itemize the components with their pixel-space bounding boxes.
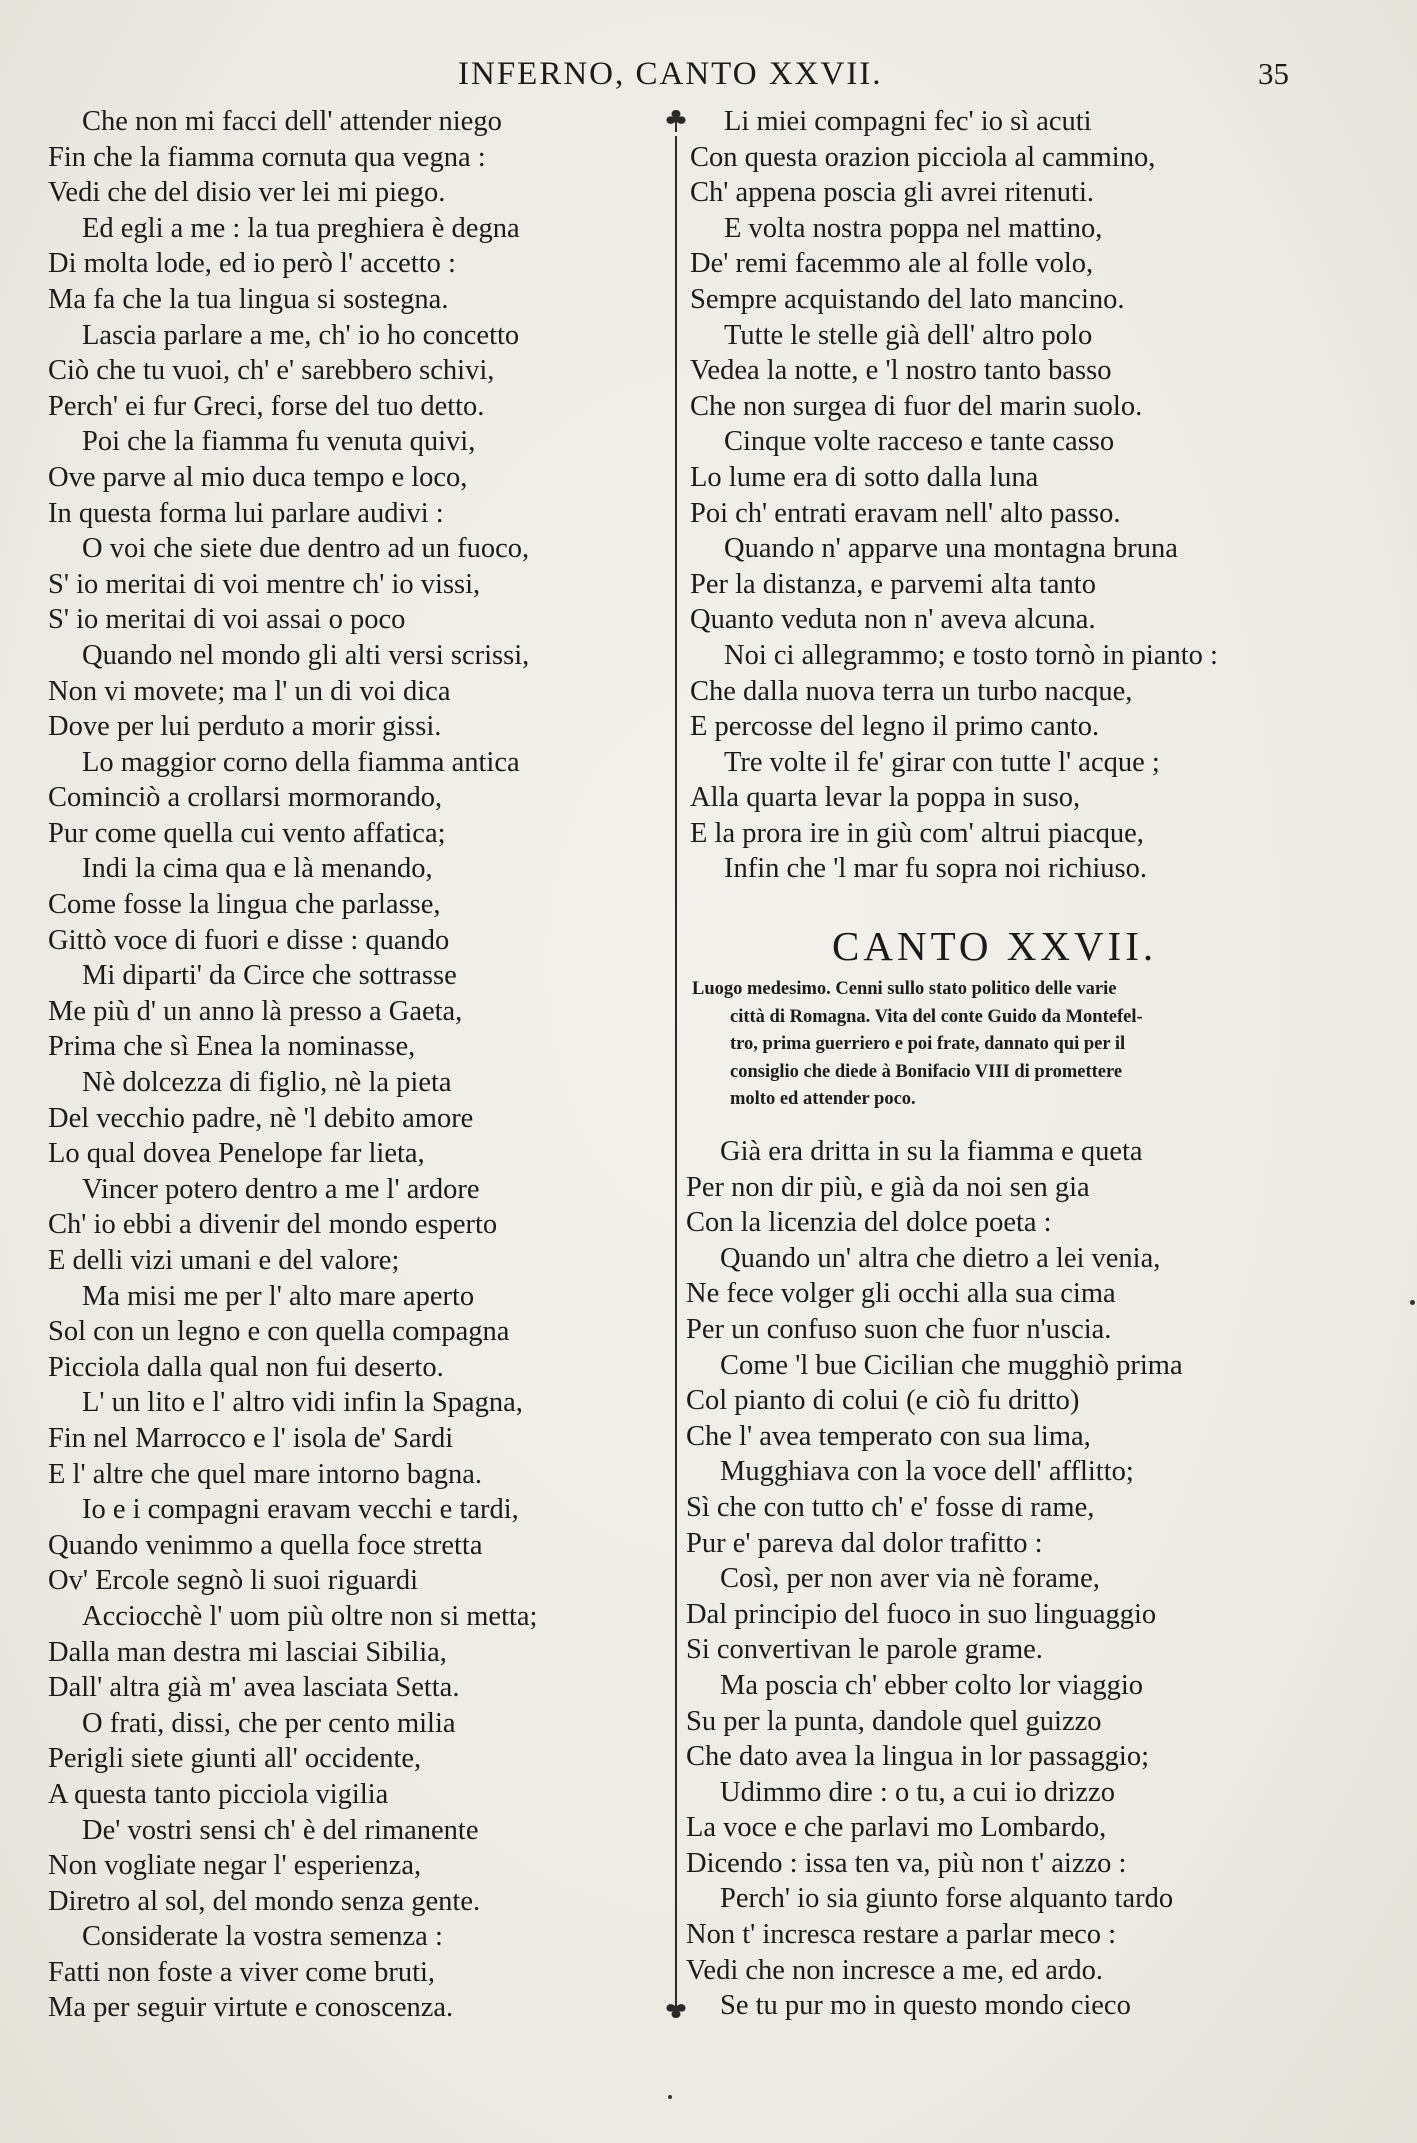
verse-line: La voce e che parlavi mo Lombardo, — [686, 1812, 1107, 1844]
verse-line: Tre volte il fe' girar con tutte l' acque ; — [724, 746, 1160, 778]
verse-line: Del vecchio padre, nè 'l debito amore — [48, 1102, 474, 1134]
summary-line: molto ed attender poco. — [730, 1089, 916, 1109]
verse-line: Ch' io ebbi a divenir del mondo esperto — [48, 1209, 498, 1241]
canto-summary — [692, 976, 1304, 1114]
verse-line: Di molta lode, ed io però l' accetto : — [48, 248, 456, 280]
verse-line: De' vostri sensi ch' è del rimanente — [82, 1814, 479, 1846]
verse-line: E volta nostra poppa nel mattino, — [724, 212, 1103, 244]
verse-line: Lascia parlare a me, ch' io ho concetto — [82, 319, 520, 351]
verse-line: Perigli siete giunti all' occidente, — [48, 1743, 422, 1775]
verse-line: Con la licenzia del dolce poeta : — [686, 1207, 1052, 1239]
verse-line: Gittò voce di fuori e disse : quando — [48, 924, 450, 956]
verse-line: Sol con un legno e con quella compagna — [48, 1316, 510, 1348]
verse-line: Diretro al sol, del mondo senza gente. — [48, 1885, 481, 1917]
verse-line: Infin che 'l mar fu sopra noi richiuso. — [724, 853, 1148, 885]
verse-line: Come 'l bue Cicilian che mugghiò prima — [720, 1349, 1183, 1381]
verse-line: Dicendo : issa ten va, più non t' aizzo : — [686, 1847, 1127, 1879]
right-column-bottom — [686, 1134, 1336, 2024]
canto-title: CANTO XXVII. — [832, 923, 1158, 969]
verse-line: Come fosse la lingua che parlasse, — [48, 889, 441, 921]
summary-line: tro, prima guerriero e poi frate, dannato qui per il — [730, 1034, 1126, 1054]
verse-line: S' io meritai di voi mentre ch' io vissi, — [48, 568, 481, 600]
verse-line: Col pianto di colui (e ciò fu dritto) — [686, 1385, 1080, 1417]
verse-line: Me più d' un anno là presso a Gaeta, — [48, 995, 463, 1027]
verse-line: Ch' appena poscia gli avrei ritenuti. — [690, 177, 1095, 209]
verse-line: Pur e' pareva dal dolor trafitto : — [686, 1527, 1043, 1559]
verse-line: Non vogliate negar l' esperienza, — [48, 1850, 422, 1882]
page-number: 35 — [1258, 56, 1289, 91]
summary-line: Luogo medesimo. Cenni sullo stato politico delle varie — [692, 979, 1117, 999]
verse-line: L' un lito e l' altro vidi infin la Spagna, — [82, 1387, 523, 1419]
verse-line: Ma per seguir virtute e conoscenza. — [48, 1992, 454, 2024]
verse-line: Ma fa che la tua lingua si sostegna. — [48, 283, 449, 315]
verse-line: Udimmo dire : o tu, a cui io drizzo — [720, 1776, 1115, 1808]
verse-line: Vedi che non incresce a me, ed ardo. — [686, 1954, 1104, 1986]
verse-line: Mugghiava con la voce dell' afflitto; — [720, 1456, 1134, 1488]
right-column-top — [690, 104, 1330, 887]
verse-line: Non t' incresca restare a parlar meco : — [686, 1919, 1117, 1951]
verse-line: Che non mi facci dell' attender niego — [82, 106, 502, 137]
summary-line: consiglio che diede à Bonifacio VIII di promettere — [730, 1061, 1123, 1082]
verse-line: Perch' ei fur Greci, forse del tuo detto. — [48, 390, 485, 422]
verse-line: O frati, dissi, che per cento milia — [82, 1707, 456, 1739]
verse-line: E percosse del legno il primo canto. — [690, 711, 1100, 743]
verse-line: Già era dritta in su la fiamma e queta — [720, 1136, 1143, 1167]
verse-line: Dal principio del fuoco in suo linguaggio — [686, 1598, 1157, 1630]
verse-line: Per un confuso suon che fuor n'uscia. — [686, 1313, 1112, 1345]
verse-line: Sempre acquistando del lato mancino. — [690, 283, 1125, 315]
verse-line: Tutte le stelle già dell' altro polo — [724, 319, 1093, 351]
verse-line: Che non surgea di fuor del marin suolo. — [690, 390, 1143, 422]
verse-line: Che dato avea la lingua in lor passaggio; — [686, 1741, 1149, 1773]
verse-line: Fin nel Marrocco e l' isola de' Sardi — [48, 1422, 454, 1454]
verse-line: Dalla man destra mi lasciai Sibilia, — [48, 1636, 447, 1668]
verse-line: Così, per non aver via nè forame, — [720, 1563, 1100, 1595]
verse-line: Quando n' apparve una montagna bruna — [724, 533, 1178, 565]
verse-line: Non vi movete; ma l' un di voi dica — [48, 675, 451, 707]
verse-line: Per non dir più, e già da noi sen gia — [686, 1171, 1090, 1203]
page-header — [0, 52, 1417, 102]
verse-line: Quando venimmo a quella foce stretta — [48, 1529, 483, 1561]
left-column — [48, 104, 668, 2026]
verse-line: In questa forma lui parlare audivi : — [48, 497, 444, 529]
verse-line: Lo maggior corno della fiamma antica — [82, 746, 520, 778]
verse-line: Picciola dalla qual non fui deserto. — [48, 1351, 444, 1383]
verse-line: Dall' altra già m' avea lasciata Setta. — [48, 1672, 460, 1704]
fleuron-icon — [660, 106, 692, 138]
verse-line: Vedi che del disio ver lei mi piego. — [48, 177, 446, 209]
verse-line: Ma poscia ch' ebber colto lor viaggio — [720, 1669, 1144, 1701]
verse-line: Con questa orazion picciola al cammino, — [690, 141, 1156, 173]
verse-line: Per la distanza, e parvemi alta tanto — [690, 568, 1096, 600]
verse-line: Ne fece volger gli occhi alla sua cima — [686, 1278, 1116, 1310]
verse-line: Perch' io sia giunto forse alquanto tardo — [720, 1883, 1174, 1915]
verse-line: Fatti non foste a viver come bruti, — [48, 1956, 436, 1988]
verse-line: De' remi facemmo ale al folle volo, — [690, 248, 1094, 280]
verse-line: Noi ci allegrammo; e tosto tornò in pianto : — [724, 639, 1218, 671]
verse-line: E la prora ire in giù com' altrui piacque, — [690, 817, 1144, 849]
verse-line: Alla quarta levar la poppa in suso, — [690, 782, 1081, 814]
verse-line: Lo lume era di sotto dalla luna — [690, 461, 1039, 493]
verse-line: Ove parve al mio duca tempo e loco, — [48, 461, 468, 493]
verse-line: Ed egli a me : la tua preghiera è degna — [82, 212, 520, 244]
verse-line: Io e i compagni eravam vecchi e tardi, — [82, 1494, 519, 1526]
verse-line: Sì che con tutto ch' e' fosse di rame, — [686, 1491, 1095, 1523]
verse-line: O voi che siete due dentro ad un fuoco, — [82, 533, 530, 565]
verse-line: Quando nel mondo gli alti versi scrissi, — [82, 639, 530, 671]
verse-line: Pur come quella cui vento affatica; — [48, 817, 446, 849]
verse-line: A questa tanto picciola vigilia — [48, 1778, 389, 1810]
verse-line: Che l' avea temperato con sua lima, — [686, 1420, 1091, 1452]
verse-line: Su per la punta, dandole quel guizzo — [686, 1705, 1102, 1737]
verse-line: Considerate la vostra semenza : — [82, 1921, 443, 1953]
verse-line: Si convertivan le parole grame. — [686, 1634, 1043, 1666]
verse-line: E delli vizi umani e del valore; — [48, 1245, 400, 1276]
verse-line: Vedea la notte, e 'l nostro tanto basso — [690, 355, 1112, 387]
print-speck — [668, 2095, 672, 2099]
verse-line: Vincer potero dentro a me l' ardore — [82, 1173, 480, 1205]
verse-line: Acciocchè l' uom più oltre non si metta; — [82, 1600, 538, 1632]
verse-line: Dove per lui perduto a morir gissi. — [48, 711, 442, 743]
verse-line: Prima che sì Enea la nominasse, — [48, 1031, 416, 1063]
column-divider — [675, 136, 677, 1996]
verse-line: Indi la cima qua e là menando, — [82, 853, 433, 885]
running-head: INFERNO, CANTO XXVII. — [458, 56, 883, 92]
verse-line: Ov' Ercole segnò li suoi riguardi — [48, 1565, 419, 1597]
verse-line: Nè dolcezza di figlio, nè la pieta — [82, 1067, 452, 1099]
verse-line: Ciò che tu vuoi, ch' e' sarebbero schivi, — [48, 355, 495, 387]
verse-line: S' io meritai di voi assai o poco — [48, 604, 406, 636]
verse-line: Fin che la fiamma cornuta qua vegna : — [48, 141, 486, 173]
verse-line: Li miei compagni fec' io sì acuti — [724, 106, 1092, 137]
verse-line: E l' altre che quel mare intorno bagna. — [48, 1458, 483, 1490]
verse-line: Mi diparti' da Circe che sottrasse — [82, 960, 457, 992]
verse-line: Lo qual dovea Penelope far lieta, — [48, 1138, 425, 1170]
verse-line: Poi che la fiamma fu venuta quivi, — [82, 426, 476, 458]
print-speck — [1410, 1300, 1415, 1305]
verse-line: Cinque volte racceso e tante casso — [724, 426, 1115, 458]
verse-line: Che dalla nuova terra un turbo nacque, — [690, 675, 1133, 707]
verse-line: Se tu pur mo in questo mondo cieco — [720, 1990, 1131, 2022]
verse-line: Ma misi me per l' alto mare aperto — [82, 1280, 475, 1312]
verse-line: Cominciò a crollarsi mormorando, — [48, 782, 443, 814]
verse-line: Quando un' altra che dietro a lei venia, — [720, 1242, 1161, 1274]
verse-line: Quanto veduta non n' aveva alcuna. — [690, 604, 1096, 636]
summary-line: città di Romagna. Vita del conte Guido da Montefel- — [730, 1006, 1143, 1027]
verse-line: Poi ch' entrati eravam nell' alto passo. — [690, 497, 1121, 529]
